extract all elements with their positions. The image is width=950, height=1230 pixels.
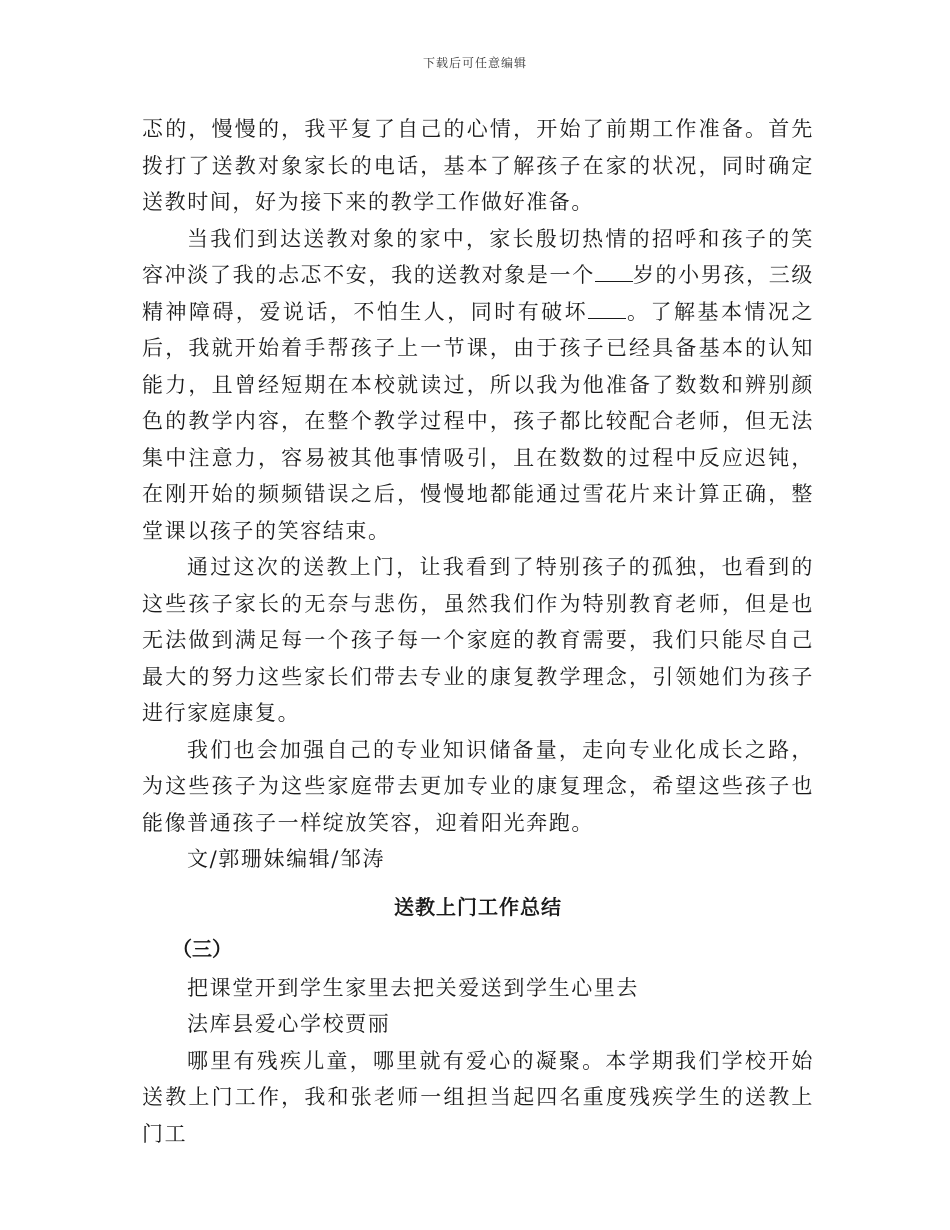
section-title: 送教上门工作总结 bbox=[394, 894, 562, 919]
blank-age bbox=[595, 263, 633, 282]
paragraph-home-visit-part2: 岁的小男孩，三级精神障碍，爱说话，不怕生人，同时有破坏 bbox=[142, 263, 814, 324]
section-subtitle: 把课堂开到学生家里去把关爱送到学生心里去 bbox=[187, 975, 639, 1000]
document-body bbox=[142, 111, 814, 1152]
page-header: 下载后可任意编辑 bbox=[422, 56, 527, 70]
paragraph-intro: 哪里有残疾儿童，哪里就有爱心的凝聚。本学期我们学校开始送教上门工作，我和张老师一组担当起四名重度残疾学生的送教上门工 bbox=[142, 1048, 814, 1146]
paragraph-home-visit-part3: 。了解基本情况之后，我就开始着手帮孩子上一节课，由于孩子已经具备基本的认知能力，且曾经短期在本校就读过，所以我为他准备了数数和辨别颜色的教学内容，在整个教学过程中，孩子都比较配合老师，但无法集中注意力，容易被其他事情吸引，且在数数的过程中反应迟钝，在刚开始的频频错误之后，慢慢地都能通过雪花片来计算正确，整堂课以孩子的笑容结束。 bbox=[142, 299, 814, 543]
blank-behavior bbox=[588, 300, 626, 319]
paragraph-reflection: 通过这次的送教上门，让我看到了特别孩子的孤独，也看到的这些孩子家长的无奈与悲伤，虽然我们作为特别教育老师，但是也无法做到满足每一个孩子每一个家庭的教育需要，我们只能尽自己最大的努力这些家长们带去专业的康复教学理念，引领她们为孩子进行家庭康复。 bbox=[142, 555, 814, 725]
paragraph-continuation: 忑的，慢慢的，我平复了自己的心情，开始了前期工作准备。首先拨打了送教对象家长的电话，基本了解孩子在家的状况，同时确定送教时间，好为接下来的教学工作做好准备。 bbox=[142, 117, 814, 214]
paragraph-commitment: 我们也会加强自己的专业知识储备量，走向专业化成长之路，为这些孩子为这些家庭带去更加专业的康复理念，希望这些孩子也能像普通孩子一样绽放笑容，迎着阳光奔跑。 bbox=[142, 737, 814, 835]
paragraph-home-visit-part1: 当我们到达送教对象的家中，家长殷切热情的招呼和孩子的笑容冲淡了我的忐忑不安，我的送教对象是一个 bbox=[142, 226, 814, 287]
byline: 文/郭珊妹编辑/邹涛 bbox=[187, 847, 386, 871]
paragraph-home-visit bbox=[142, 221, 814, 550]
section-number: （三） bbox=[172, 936, 232, 961]
section-author: 法库县爱心学校贾丽 bbox=[187, 1012, 391, 1036]
